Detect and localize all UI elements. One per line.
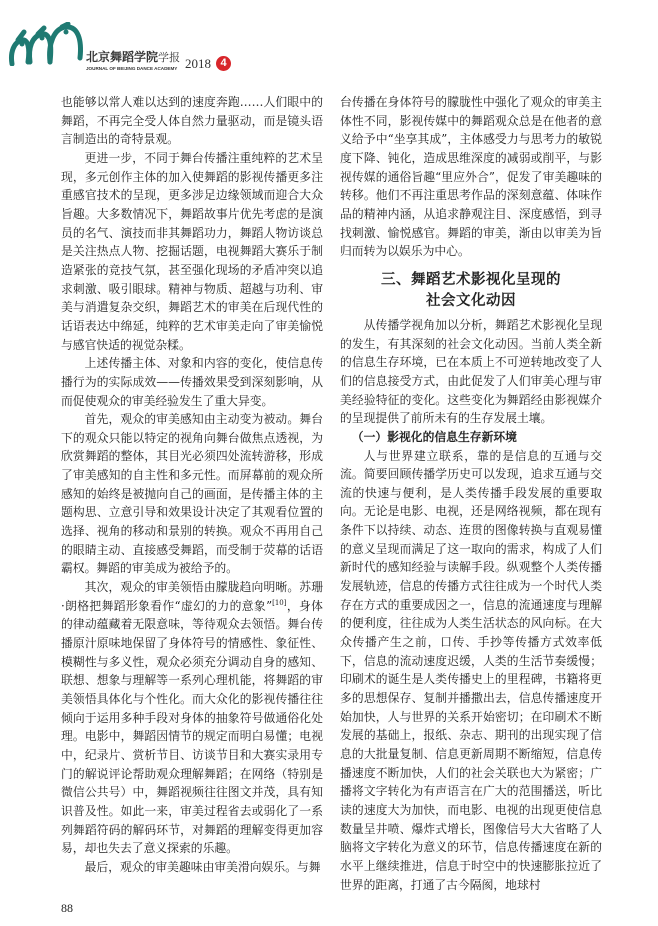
left-column [61, 93, 323, 894]
paragraph: 台传播在身体符号的朦胧性中强化了观众的审美主体性不同，影视传媒中的舞蹈观众总是在他者的意义给予中“坐享其成”，主体感受力与思考力的敏锐度下降、钝化，造成思维深度的减弱或削平，与影视传媒的通俗旨趣“里应外合”，促发了审美趣味的转移。他们不再注重思考作品的深刻意蕴、体味作品的精神内涵，从追求静观注目、深度感悟，到寻找刺激、愉悦感官。舞蹈的审美，渐由以审美为旨归而转为以娱乐为中心。 [340, 95, 602, 259]
section-heading-line: 三、舞蹈艺术影视化呈现的 [381, 271, 561, 288]
paragraph: 人与世界建立联系，靠的是信息的互通与交流。简要回顾传播学历史可以发现，追求互通与交流的快速与便利，是人类传播手段发展的重要取向。无论是电影、电视，还是网络视频，都在现有条件下以持续、动态、连贯的图像转换与直观易懂的意义呈现而满足了这一取向的需求，构成了人们新时代的感知经验与读解手段。纵观整个人类传播发展轨迹，信息的传播方式往往成为一个时代人类存在方式的重要成因之一，信息的流通速度与理解的便利度，往往成为人类生活状态的风向标。在大众传播产生之前，口传、手抄等传播方式效率低下，信息的流动速度迟缓，人类的生活节奏缓慢；印刷术的诞生是人类传播史上的里程碑，书籍将更多的思想保存、复制并播撒出去，信息传播速度开始加快，人与世界的关系开始密切；在印刷术不断发展的基础上，报纸、杂志、期刊的出现实现了信息的大批量复制、信息更新周期不断缩短，信息传播速度不断加快，人们的社会关联也大为紧密；广播将文字转化为有声语言在广大的范围播送，听比读的速度大为加快，而电影、电视的出现更使信息数量呈井喷、爆炸式增长，图像信号大大省略了人脑将文字转化为意义的环节，信息传播速度在新的水平上继续推进，信息于时空中的快速膨胀拉近了世界的距离，打通了古今隔阂，地球村 [340, 448, 602, 892]
journal-header [0, 0, 658, 93]
page-number: 88 [61, 901, 73, 916]
paragraph-text: 其次，观众的审美领悟由朦胧趋向明晰。苏珊·朗格把舞蹈形象看作“虚幻的力的意象” [61, 580, 323, 613]
journal-title-suffix: 学报 [158, 51, 181, 64]
paragraph-text: ，身体的律动蕴藏着无限意味，等待观众去领悟。舞台传播原汁原味地保留了身体符号的情感性、象征性、模糊性与多义性，观众必须充分调动自身的感知、联想、想象与理解等一系列心理机能，将舞蹈的审美领悟具体化与个性化。而大众化的影视传播往往倾向于运用多种手段对身体的抽象符号做通俗化处理。电影中，舞蹈因情节的规定而明白易懂；电视中，纪录片、赏析节目、访谈节目和大赛实录用专门的解说评论帮助观众理解舞蹈；在网络（特别是微信公共号）中，舞蹈视频往往图文并茂，具有知识普及性。如此一来，审美过程省去或弱化了一系列舞蹈符码的解码环节，对舞蹈的理解变得更加容易，却也失去了意义探索的乐趣。 [61, 598, 323, 856]
right-column [340, 93, 602, 894]
paragraph [61, 578, 323, 858]
issue-badge: 4 [216, 56, 231, 71]
article-body [0, 93, 658, 894]
journal-title-block [86, 50, 180, 72]
masthead [86, 50, 231, 72]
paragraph: 更进一步，不同于舞台传播注重纯粹的艺术呈现，多元创作主体的加入使舞蹈的影视传播更多注重感官技术的呈现，更多涉足边缘领域而迎合大众旨趣。大多数情况下，舞蹈故事片优先考虑的是演员的名气、演技而非其舞蹈功力，舞蹈人物访谈总是关注热点人物、挖掘话题，电视舞蹈大赛乐于制造紧张的竞技气氛，甚至强化现场的矛盾冲突以追求刺激、吸引眼球。精神与物质、超越与功利、审美与消遣复杂交织，舞蹈艺术的审美在后现代性的话语表达中绵延，纯粹的艺术审美走向了审美愉悦与感官快适的视觉杂糅。 [61, 150, 323, 352]
citation-ref: [10] [272, 598, 287, 607]
section-heading-line: 社会文化动因 [426, 292, 516, 309]
paragraph: 上述传播主体、对象和内容的变化，使信息传播行为的实际成效——传播效果受到深刻影响，从而促使观众的审美经验发生了重大异变。 [61, 356, 323, 408]
paragraph: 首先，观众的审美感知由主动变为被动。舞台下的观众只能以特定的视角向舞台做焦点透视，为欣赏舞蹈的整体，其目光必须四处流转游移，形成了审美感知的自主性和多元性。而屏幕前的观众所感知的始终是被抛向自己的画面，是传播主体的主题构思、立意引导和效果设计决定了其观看位置的选择、视角的移动和景别的转换。观众不再用自己的眼睛主动、直接感受舞蹈，而受制于荧幕的话语霸权。舞蹈的审美成为被给予的。 [61, 412, 323, 576]
dancers-logo [6, 22, 86, 66]
subsection-heading: （一）影视化的信息生存新环境 [351, 429, 517, 444]
journal-title-main: 北京舞蹈学院 [86, 50, 159, 64]
journal-title [86, 50, 180, 65]
paragraph: 最后，观众的审美趣味由审美滑向娱乐。与舞 [84, 859, 321, 874]
paragraph: 也能够以常人难以达到的速度奔跑……人们眼中的舞蹈，不再完全受人体自然力量驱动，而是镜头语言制造出的奇特景观。 [61, 95, 323, 147]
paragraph: 从传播学视角加以分析，舞蹈艺术影视化呈现的发生，有其深刻的社会文化动因。当前人类全新的信息生存环境，已在本质上不可逆转地改变了人们的信息接受方式，由此促发了人们审美心理与审美经验特征的变化。这些变化为舞蹈经由影视媒介的呈现提供了前所未有的生存发展土壤。 [340, 317, 602, 426]
section-heading [340, 270, 602, 312]
journal-english-title: JOURNAL OF BEIJING DANCE ACADEMY [86, 66, 178, 71]
journal-year: 2018 [185, 56, 212, 71]
